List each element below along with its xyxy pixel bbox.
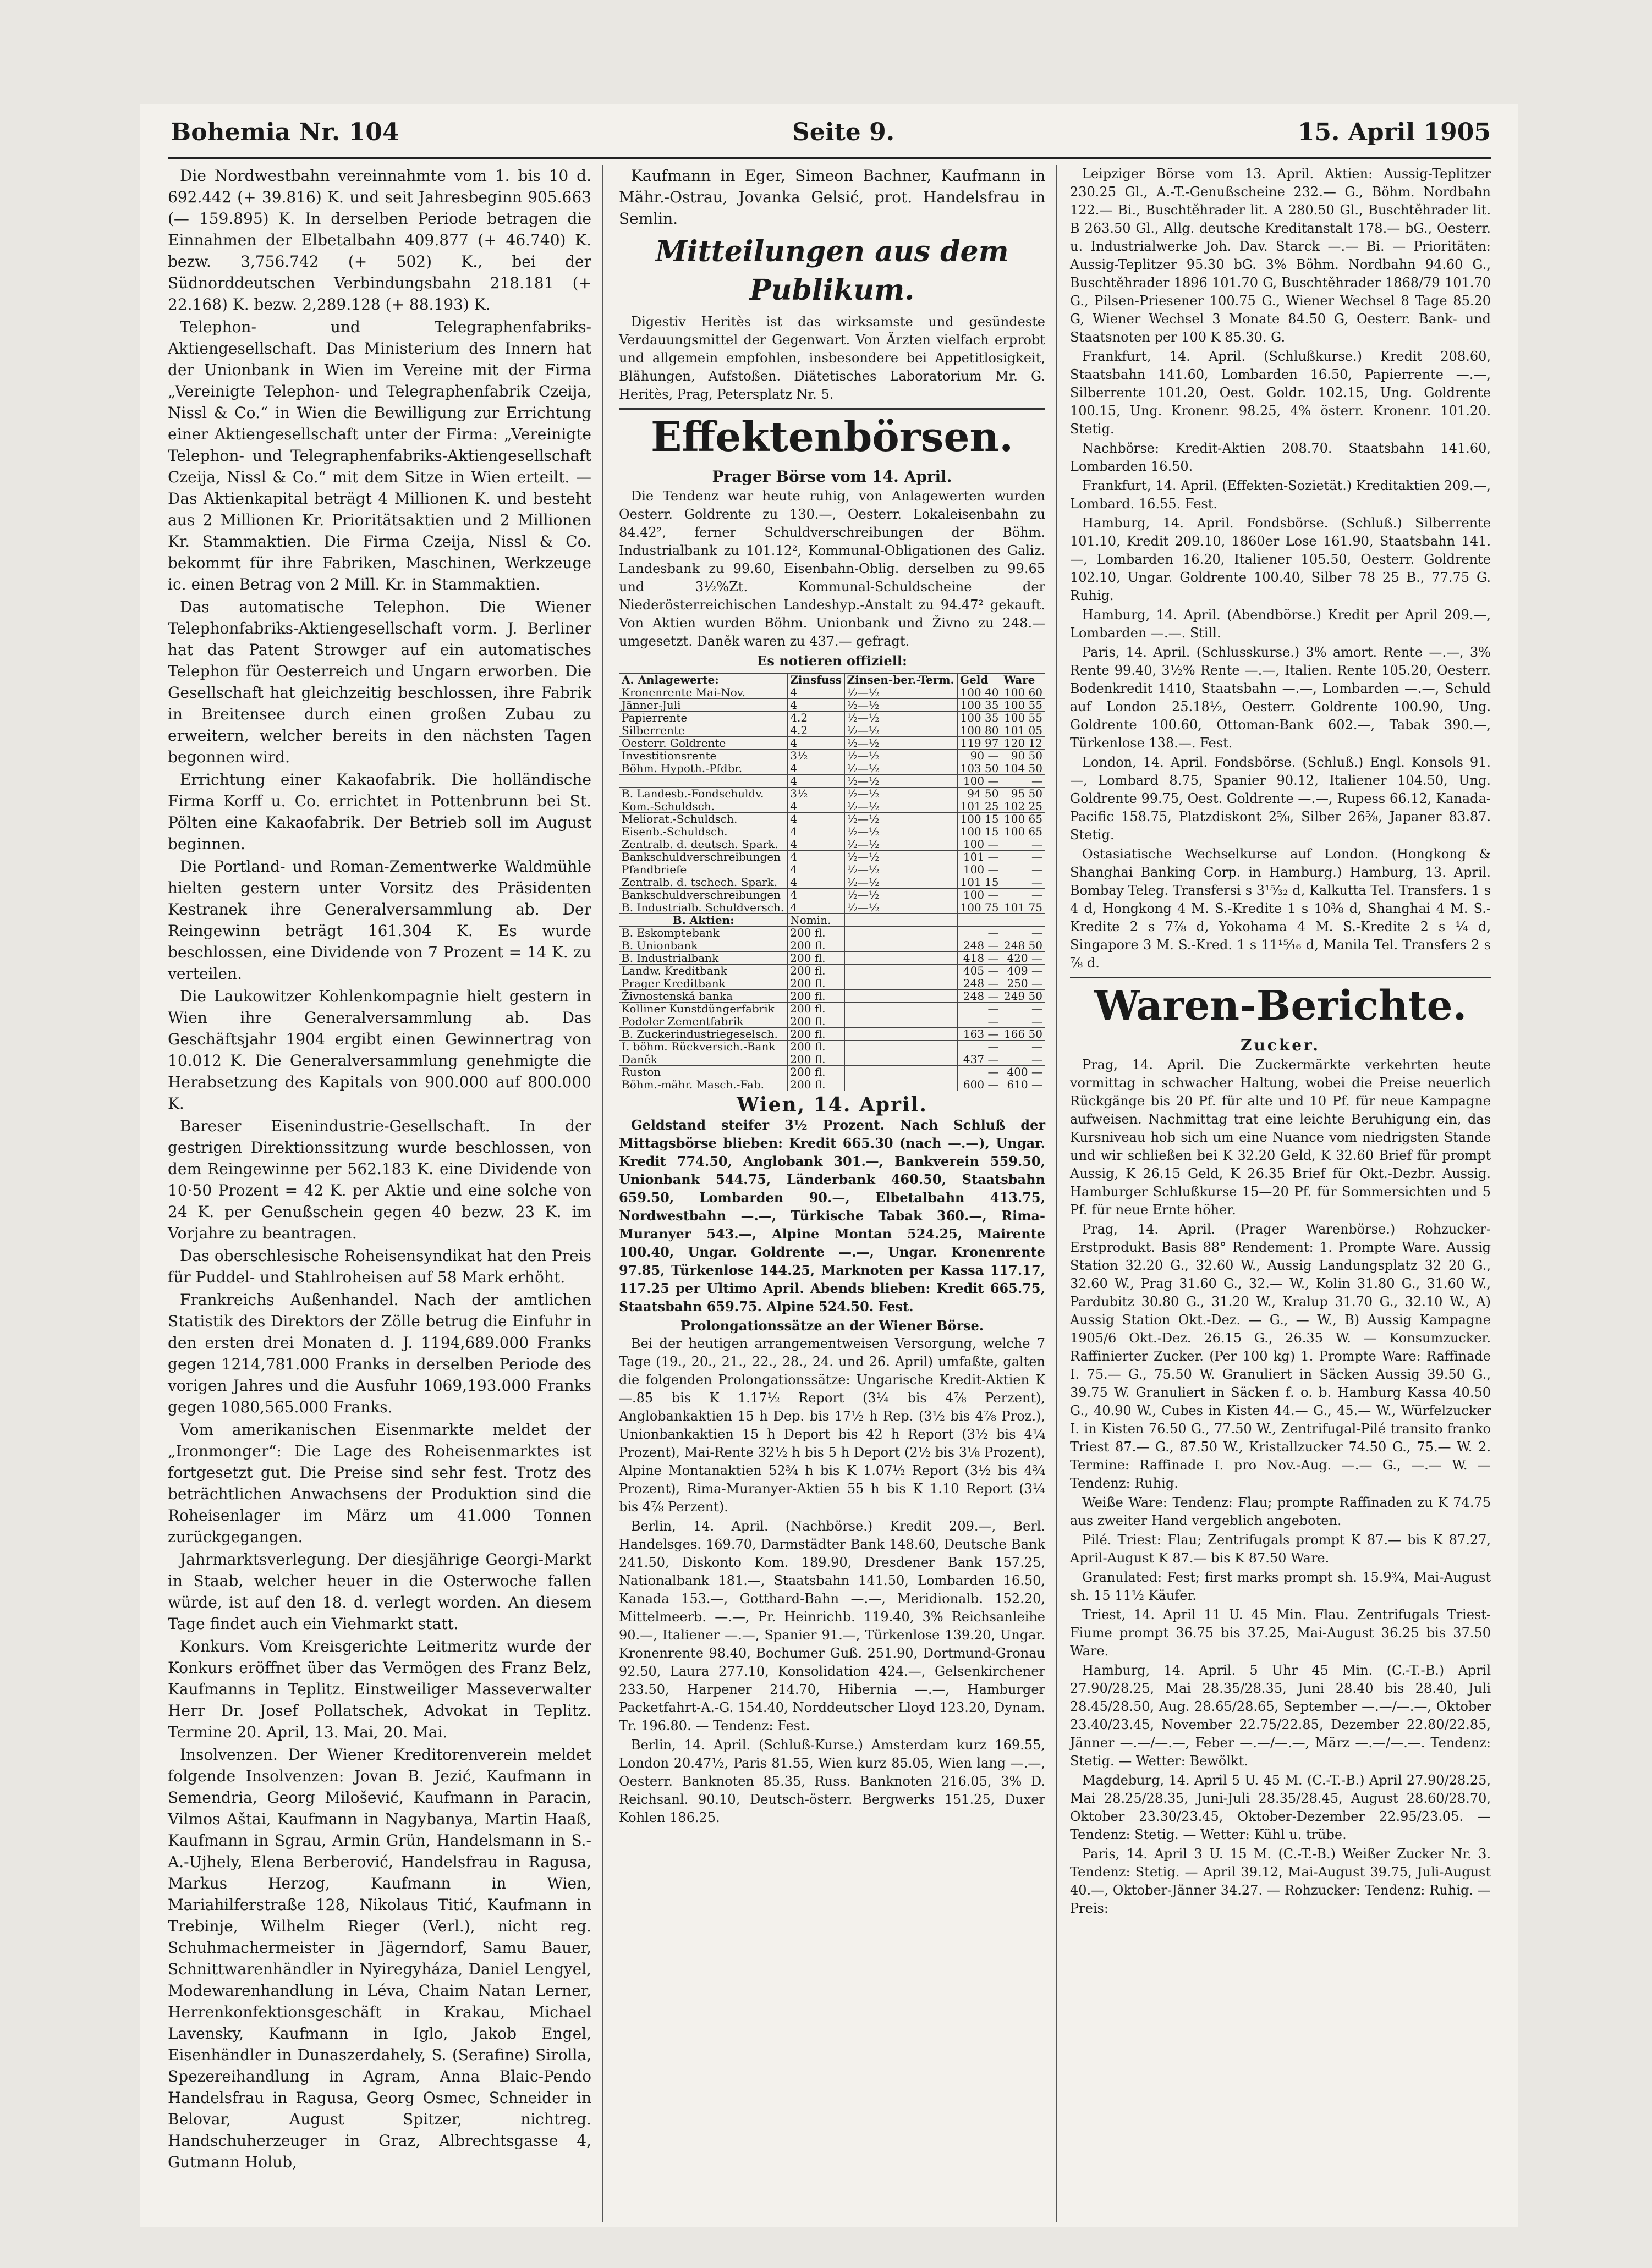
column-divider-1 [602, 165, 603, 2222]
table-cell: 4 [788, 889, 844, 901]
table-cell: 101 — [957, 851, 1001, 863]
zucker-granulated: Granulated: Fest; first marks prompt sh. 15.9¾, Mai-August sh. 15 11½ Käufer. [1070, 1570, 1491, 1603]
table-cell: B. Eskomptebank [619, 927, 788, 939]
table-cell: 248 — [957, 939, 1001, 952]
column-3 [1070, 165, 1491, 1919]
table-cell: 249 50 [1001, 990, 1045, 1003]
aktien-row [619, 1041, 1045, 1053]
article-zementwerke: Die Portland- und Roman-Zementwerke Waldmühle hielten gestern unter Vorsitz des Präsidenten Kestranek ihre Generalversammlung ab. Der Reingewinn beträgt 161.304 K. Es wurde beschlossen, eine Dividende von 7 Prozent = 14 K. zu verteilen. [168, 857, 591, 983]
table-cell: Investitionsrente [619, 750, 788, 762]
aktien-row [619, 1028, 1045, 1041]
anlage-row [619, 712, 1045, 724]
anlage-row [619, 851, 1045, 863]
prager-boerse-report: Die Tendenz war heute ruhig, von Anlagewerten wurden Oesterr. Goldrente zu 130.—, Oesterr. Lokaleisenbahn zu 84.42², ferner Schuldverschreibungen der Böhm. Industrialbank zu 101.12², Kommunal-Obligationen des Galiz. Landesbank zu 99.60, Eisenbahn-Oblig. derselben zu 99.65 und 3½%Zt. Kommunal-Schuldscheine der Niederösterreichischen Landeshyp.-Anstalt zu 94.47² gekauft. Von Aktien wurden Böhm. Unionbank und Živno zu 248.— umgesetzt. Daněk waren zu 437.— gefragt. [619, 488, 1045, 649]
table-cell: ½—½ [844, 699, 957, 712]
table-cell: 3½ [788, 788, 844, 800]
anlage-row [619, 889, 1045, 901]
prolongation-report: Bei der heutigen arrangementweisen Versorgung, welche 7 Tage (19., 20., 21., 22., 28., 24. und 26. April) umfaßte, galten die folgenden Prolongationssätze: Ungarische Kredit-Aktien K —.85 bis K 1.17½ Report (3¼ bis 4⅞ Perzent), Anglobankaktien 15 h Dep. bis 17½ h Rep. (3½ bis 4⅞ Proz.), Unionbankaktien 15 h Deport bis 42 h Report (3½ bis 4¼ Prozent), Mai-Rente 32½ h bis 5 h Deport (2½ bis 3⅛ Prozent), Alpine Montanaktien 52¾ h bis K 1.07½ Report (3½ bis 4¾ Prozent), Rima-Muranyer-Aktien 55 h bis K 1.10 Report (3¼ bis 4⅞ Perzent). [619, 1336, 1045, 1515]
aktien-row [619, 952, 1045, 965]
table-cell: B. Industrialb. Schuldversch. [619, 901, 788, 914]
table-cell: ½—½ [844, 775, 957, 788]
table-cell: 100 80 [957, 724, 1001, 737]
table-cell: 200 fl. [788, 1053, 844, 1066]
anlage-row [619, 825, 1045, 838]
table-cell: 4 [788, 863, 844, 876]
table-cell: Pfandbriefe [619, 863, 788, 876]
ostasien-report: Ostasiatische Wechselkurse auf London. (Hongkong & Shanghai Banking Corp. in Hamburg.) Hamburg, 13. April. Bombay Teleg. Transfersi s 3¹⁵⁄₃₂ d, Kalkutta Tel. Transfers. 1 s 4 d, Hongkong 4 M. S.-Kredite 1 s 10⅜ d, Shanghai 4 M. S.-Kredite 2 s 7⅞ d, Yokohama 4 M. S.-Kredite 2 s ¼ d, Singapore 3 M. S.-Kred. 1 s 11¹⁵⁄₁₆ d, Manila Tel. Transfers 2 s ⅞ d. [1070, 846, 1491, 971]
article-eisenmarkt: Vom amerikanischen Eisenmarkte meldet der „Ironmonger“: Die Lage des Roheisenmarktes ist fortgesetzt gut. Die Preise sind sehr fest. Trotz des beträchtlichen Anwachsens der Produktion sind die Roheisenlager im März um 41.000 Tonnen zurückgegangen. [168, 1421, 591, 1546]
table-cell: 200 fl. [788, 952, 844, 965]
table-cell: 100 15 [957, 813, 1001, 825]
table-cell: ½—½ [844, 788, 957, 800]
table-cell: ½—½ [844, 712, 957, 724]
aktien-row [619, 1066, 1045, 1078]
insolvenzen-continued: Kaufmann in Eger, Simeon Bachner, Kaufmann in Mähr.-Ostrau, Jovanka Gelsić, prot. Handelsfrau in Semlin. [619, 167, 1045, 228]
table-cell: 200 fl. [788, 977, 844, 990]
table-cell: B. Zuckerindustriegeselsch. [619, 1028, 788, 1041]
article-roheisensyndikat: Das oberschlesische Roheisensyndikat hat den Preis für Puddel- und Stahlroheisen auf 58 Mark erhöht. [168, 1247, 591, 1286]
table-cell: — [1001, 876, 1045, 889]
table-cell: 200 fl. [788, 1003, 844, 1015]
article-eisenindustrie: Bareser Eisenindustrie-Gesellschaft. In der gestrigen Direktionssitzung wurde beschlossen, von dem Reingewinne per 562.183 K. eine Dividende von 10·50 Prozent = 42 K. per Aktie und eine solche von 24 K. per Genußschein gegen 40 bezw. 23 K. im Vorjahre zu beantragen. [168, 1117, 591, 1242]
table-cell: 100 60 [1001, 686, 1045, 699]
anlage-row [619, 863, 1045, 876]
table-cell: 4 [788, 851, 844, 863]
table-cell: — [1001, 775, 1045, 788]
table-cell: 248 50 [1001, 939, 1045, 952]
table-cell: — [1001, 889, 1045, 901]
table-cell [844, 1078, 957, 1091]
table-cell: 101 15 [957, 876, 1001, 889]
table-cell [844, 1003, 957, 1015]
table-cell: 103 50 [957, 762, 1001, 775]
header-rule [168, 157, 1491, 159]
table-cell: Böhm. Hypoth.-Pfdbr. [619, 762, 788, 775]
table-cell [844, 1066, 957, 1078]
zucker-warenboerse: Prag, 14. April. (Prager Warenbörse.) Rohzucker-Erstprodukt. Basis 88° Rendement: 1. Prompte Ware. Aussig Station 32.20 G., 32.60 W., Aussig Landungsplatz 32 20 G., 32.60 W., Prag 31.60 G., 32.— W., Kolin 31.80 G., 31.60 W., Pardubitz 30.80 G., 31.20 W., Kralup 31.70 G., 32.10 W., A) Aussig Station Okt.-Dez. — G., — W., B) Aussig Kampagne 1905/6 Okt.-Dez. 26.15 G., 26.35 W. — Konsumzucker. Raffinierter Zucker. (Per 100 kg) 1. Prompte Ware: Raffinade I. 75.— G., 75.50 W. Granuliert in Säcken Aussig 39.50 G., 39.75 W. Granuliert in Säcken f. o. b. Hamburg Kassa 40.50 G., 40.90 W., Cubes in Kisten 44.— G., 45.— W., Würfelzucker I. in Kisten 76.50 G., 77.50 W., Zentrifugal-Pilé transito franko Triest 87.— G., 87.50 W., Kristallzucker 74.50 G., 75.— W. 2. Termine: Raffinade I. pro Nov.-Aug. —.— G., —.— W. — Tendenz: Ruhig. [1070, 1221, 1491, 1491]
article-nordwestbahn: Die Nordwestbahn vereinnahmte vom 1. bis 10 d. 692.442 (+ 39.816) K. und seit Jahresbeginn 905.663 (— 159.895) K. In derselben Periode betragen die Einnahmen der Elbetalbahn 409.877 (+ 46.740) K. bezw. 3,756.742 (+ 502) K., bei der Südnorddeutschen Verbindungsbahn 218.181 (+ 22.168) K. bezw. 2,289.128 (+ 88.193) K. [168, 167, 591, 313]
col-header-geld: Geld [957, 674, 1001, 686]
table-cell: 248 — [957, 990, 1001, 1003]
table-cell: Kronenrente Mai-Nov. [619, 686, 788, 699]
issue-date: 15. April 1905 [1297, 118, 1491, 146]
table-cell: — [957, 1003, 1001, 1015]
article-jahrmarkt: Jahrmarktsverlegung. Der diesjährige Georgi-Markt in Staab, welcher heuer in die Osterwoche fallen würde, ist auf den 18. d. verlegt worden. An diesem Tage findet auch ein Viehmarkt statt. [168, 1550, 591, 1633]
table-cell: 100 15 [957, 825, 1001, 838]
table-cell [844, 965, 957, 977]
column-1 [168, 165, 591, 2174]
hamburg-report: Hamburg, 14. April. Fondsbörse. (Schluß.) Silberrente 101.10, Kredit 209.10, 1860er Lose 161.90, Staatsbahn 141.—, Lombarden 16.20, Italiener 105.50, Oesterr. Goldrente 102.10, Ungar. Goldrente 100.40, Silber 78 25 B., 77.75 G. Ruhig. [1070, 515, 1491, 603]
table-cell: B. Unionbank [619, 939, 788, 952]
table-cell: 104 50 [1001, 762, 1045, 775]
aktien-row [619, 965, 1045, 977]
aktien-header: B. Aktien: [619, 914, 788, 927]
aktien-row [619, 1003, 1045, 1015]
anlage-row [619, 686, 1045, 699]
table-cell: — [1001, 1015, 1045, 1028]
table-cell: 3½ [788, 750, 844, 762]
table-cell: 100 55 [1001, 712, 1045, 724]
zucker-prag: Prag, 14. April. Die Zuckermärkte verkehrten heute vormittag in schwacher Haltung, wobei die Preise neuerlich Rückgänge bis 20 Pf. für alte und 10 Pf. für neue Kampagne aufweisen. Nachmittag trat eine leichte Beruhigung ein, das Kursniveau hob sich um eine Nuance vom niedrigsten Stande und wir schließen bei K 32.20 Geld, K 32.60 Brief für prompt Aussig, K 26.15 Geld, K 26.35 Brief für Okt.-Dezbr. Aussig. Hamburger Schlußkurse 15—20 Pf. für Sommersichten und 5 Pf. für neue Ernte höher. [1070, 1057, 1491, 1218]
aktien-row [619, 1053, 1045, 1066]
table-cell [844, 990, 957, 1003]
table-cell: 4 [788, 775, 844, 788]
table-cell: 120 12 [1001, 737, 1045, 750]
anlage-row [619, 762, 1045, 775]
anlage-row [619, 750, 1045, 762]
article-insolvenzen: Insolvenzen. Der Wiener Kreditorenverein meldet folgende Insolvenzen: Jovan B. Jezić, Kaufmann in Semendria, Georg Milošević, Kaufmann in Paracin, Vilmos Aštai, Kaufmann in Nagybanya, Martin Haaß, Kaufmann in Sgrau, Armin Grün, Handelsmann in S.-A.-Ujhely, Elena Berberović, Handelsfrau in Ragusa, Markus Herzog, Kaufmann in Wien, Mariahilferstraße 128, Nikolaus Titić, Kaufmann in Trebinje, Wilhelm Rieger (Verl.), nicht reg. Schuhmachermeister in Jägerndorf, Samu Bauer, Schnittwarenhändler in Nyiregyháza, Daniel Lengyel, Modewarenhandlung in Léva, Chaim Natan Lerner, Herrenkonfektionsgeschäft in Krakau, Michael Lavensky, Kaufmann in Iglo, Jakob Engel, Eisenhändler in Dunaszerdahely, S. (Serafine) Sirolla, Spezereihandlung in Agram, Anna Blaic-Pendo Handelsfrau in Ragusa, Georg Osmec, Schneider in Belovar, August Spitzer, nichtreg. Handschuherzeuger in Graz, Albrechtsgasse 4, Gutmann Holub, [168, 1746, 591, 2171]
table-cell: — [1001, 863, 1045, 876]
table-cell: 94 50 [957, 788, 1001, 800]
table-cell [844, 1053, 957, 1066]
table-cell: Bankschuldverschreibungen [619, 889, 788, 901]
wien-report: Geldstand steifer 3½ Prozent. Nach Schluß der Mittagsbörse blieben: Kredit 665.30 (nach —.—), Ungar. Kredit 774.50, Anglobank 301.—, Bankverein 559.50, Unionbank 544.75, Länderbank 460.50, Staatsbahn 659.50, Lombarden 90.—, Elbetalbahn 413.75, Nordwestbahn —.—, Türkische Tabak 360.—, Rima-Muranyer 543.—, Alpine Montan 524.25, Mairente 100.40, Ungar. Goldrente —.—, Ungar. Kronenrente 97.85, Türkenlose 144.25, Marknoten per Kassa 117.17, 117.25 per Ultimo April. Abends blieben: Kredit 665.75, Staatsbahn 659.75. Alpine 524.50. Fest. [619, 1117, 1045, 1314]
table-cell: ½—½ [844, 901, 957, 914]
table-cell: — [957, 927, 1001, 939]
anlage-row [619, 775, 1045, 788]
table-cell: ½—½ [844, 800, 957, 813]
table-cell [844, 1028, 957, 1041]
publikum-heading: Mitteilungen aus dem Publikum. [655, 235, 1009, 307]
article-automatisches-telephon: Das automatische Telephon. Die Wiener Telephonfabriks-Aktiengesellschaft vorm. J. Berliner hat das Patent Strowger auf ein automatisches Telephon für Oesterreich und Ungarn erworben. Die Gesellschaft hat gleichzeitig beschlossen, ihre Fabrik in Breitensee durch einen großen Zubau zu erweitern, welcher bereits in den nächsten Tagen begonnen wird. [168, 598, 591, 766]
table-cell: 100 35 [957, 699, 1001, 712]
table-cell: B. Landesb.-Fondschuldv. [619, 788, 788, 800]
hamburg-abend: Hamburg, 14. April. (Abendbörse.) Kredit per April 209.—, Lombarden —.—. Still. [1070, 607, 1491, 641]
prager-boerse-subheading: Prager Börse vom 14. April. [712, 467, 952, 486]
table-cell: Kolliner Kunstdüngerfabrik [619, 1003, 788, 1015]
anlage-row [619, 788, 1045, 800]
table-cell: 4 [788, 838, 844, 851]
col-header-term: Zinsen-ber.-Term. [844, 674, 957, 686]
anlage-row [619, 724, 1045, 737]
table-cell: 100 — [957, 889, 1001, 901]
berlin-nachboerse: Berlin, 14. April. (Nachbörse.) Kredit 209.—, Berl. Handelsges. 169.70, Darmstädter Bank 148.60, Deutsche Bank 241.50, Diskonto Kom. 189.90, Dresdener Bank 157.25, Nationalbank 181.—, Staatsbahn 141.50, Lombarden 16.50, Kanada 153.—, Gotthard-Bahn —.—, Meridionalb. 152.20, Mittelmeerb. —.—, Pr. Heinrichb. 119.40, 3% Reichsanleihe 90.—, Italiener —.—, Spanier 91.—, Türkenlose 139.20, Ungar. Kronenrente 98.40, Bochumer Guß. 251.90, Dortmund-Gronau 92.50, Laura 277.10, Konsolidation 424.—, Gelsenkirchener 233.50, Harpener 214.70, Hibernia —.—, Hamburger Packetfahrt-A.-G. 154.40, Norddeutscher Lloyd 123.20, Dynam. Tr. 196.80. — Tendenz: Fest. [619, 1518, 1045, 1733]
zucker-weisse-ware: Weiße Ware: Tendenz: Flau; prompte Raffinaden zu K 74.75 aus zweiter Hand vergeblich angeboten. [1070, 1495, 1491, 1528]
aktien-row [619, 990, 1045, 1003]
table-cell: 4 [788, 813, 844, 825]
table-cell: 200 fl. [788, 1078, 844, 1091]
table-cell: ½—½ [844, 851, 957, 863]
table-cell: 437 — [957, 1053, 1001, 1066]
zucker-paris: Paris, 14. April 3 U. 15 M. (C.-T.-B.) Weißer Zucker Nr. 3. Tendenz: Stetig. — April 39.12, Mai-August 39.75, Juli-August 40.—, Oktober-Jänner 34.27. — Rohzucker: Tendenz: Ruhig. — Preis: [1070, 1846, 1491, 1916]
zucker-magdeburg: Magdeburg, 14. April 5 U. 45 M. (C.-T.-B.) April 27.90/28.25, Mai 28.25/28.35, Juni-Juli 28.35/28.45, August 28.60/28.70, Oktober 23.30/23.45, Oktober-Dezember 22.95/23.05. — Tendenz: Stetig. — Wetter: Kühl u. trübe. [1070, 1772, 1491, 1842]
table-cell: 4.2 [788, 724, 844, 737]
table-cell: 200 fl. [788, 990, 844, 1003]
zucker-heading: Zucker. [1241, 1036, 1320, 1054]
table-cell: 90 — [957, 750, 1001, 762]
table-cell: 100 40 [957, 686, 1001, 699]
table-cell: Daněk [619, 1053, 788, 1066]
table-cell [844, 927, 957, 939]
article-konkurs: Konkurs. Vom Kreisgerichte Leitmeritz wurde der Konkurs eröffnet über das Vermögen des Franz Belz, Kaufmanns in Teplitz. Einstweiliger Masseverwalter Herr Dr. Josef Pollatschek, Advokat in Teplitz. Termine 20. April, 13. Mai, 20. Mai. [168, 1637, 591, 1741]
col-header-name: A. Anlagewerte: [619, 674, 788, 686]
table-cell: Silberrente [619, 724, 788, 737]
publikum-notice: Digestiv Heritès ist das wirksamste und gesündeste Verdauungsmittel der Gegenwart. Von Ärzten vielfach erprobt und allgemein empfohlen, insbesondere bei Appetitlosigkeit, Blähungen, Aufstoßen. Diätetisches Laboratorium Mr. G. Heritès, Prag, Petersplatz Nr. 5. [619, 314, 1045, 402]
table-cell: — [1001, 1003, 1045, 1015]
effektenboersen-heading: Effektenbörsen. [619, 408, 1045, 463]
table-cell: Podoler Zementfabrik [619, 1015, 788, 1028]
waren-berichte-heading: Waren-Berichte. [1070, 977, 1491, 1031]
table-cell: 200 fl. [788, 1015, 844, 1028]
newspaper-page [140, 104, 1518, 2227]
table-cell: 4 [788, 686, 844, 699]
table-cell: ½—½ [844, 863, 957, 876]
zucker-hamburg: Hamburg, 14. April. 5 Uhr 45 Min. (C.-T.-B.) April 27.90/28.25, Mai 28.35/28.35, Juni 28.40 bis 28.40, Juli 28.45/28.50, Aug. 28.65/28.65, September —.—/—.—, Oktober 23.40/23.45, November 22.75/22.85, Dezember 22.80/22.85, Jänner —.—/—.—, Feber —.—/—.—, März —.—/—.—. Tendenz: Stetig. — Wetter: Bewölkt. [1070, 1663, 1491, 1769]
table-cell: Oesterr. Goldrente [619, 737, 788, 750]
table-cell: Ruston [619, 1066, 788, 1078]
table-cell: — [957, 1041, 1001, 1053]
table-cell: Meliorat.-Schuldsch. [619, 813, 788, 825]
table-cell: Jänner-Juli [619, 699, 788, 712]
zucker-triest: Triest, 14. April 11 U. 45 Min. Flau. Zentrifugals Triest-Fiume prompt 36.75 bis 37.25, Mai-August 36.25 bis 37.50 Ware. [1070, 1607, 1491, 1659]
table-cell: — [1001, 1041, 1045, 1053]
aktien-row [619, 1078, 1045, 1091]
table-cell: Eisenb.-Schuldsch. [619, 825, 788, 838]
table-cell: 100 — [957, 863, 1001, 876]
masthead-issue: Bohemia Nr. 104 [171, 118, 399, 146]
table-cell: 100 — [957, 838, 1001, 851]
table-cell: 95 50 [1001, 788, 1045, 800]
frankfurt-report: Frankfurt, 14. April. (Schlußkurse.) Kredit 208.60, Staatsbahn 141.60, Lombarden 16.50, Papierrente —.—, Silberrente 101.20, Oest. Goldr. 102.15, Ung. Goldrente 100.15, Ung. Kronenr. 98.25, 4% österr. Kronenr. 101.20. Stetig. [1070, 349, 1491, 437]
table-cell: ½—½ [844, 686, 957, 699]
table-cell: ½—½ [844, 762, 957, 775]
wien-heading: Wien, 14. April. [737, 1093, 927, 1116]
table-cell: Prager Kreditbank [619, 977, 788, 990]
table-cell: ½—½ [844, 750, 957, 762]
aktien-row [619, 977, 1045, 990]
table-cell: 200 fl. [788, 1041, 844, 1053]
table-cell: 166 50 [1001, 1028, 1045, 1041]
leipzig-report: Leipziger Börse vom 13. April. Aktien: Aussig-Teplitzer 230.25 Gl., A.-T.-Genußscheine 232.— G., Böhm. Nordbahn 122.— Bi., Buschtěhrader lit. A 280.50 Gl., Buschtěhrader lit. B 263.50 Gl., Allg. deutsche Kreditanstalt 178.— bG., Oesterr. u. Industrialwerke Joh. Dav. Starck —.— Bi. — Prioritäten: Aussig-Teplitzer 95.30 bG. 3% Böhm. Nordbahn 94.60 G., Buschtěhrader 1896 101.70 G, Buschtěhrader 1868/79 101.70 G., Pilsen-Priesener 100.75 G., Wiener Wechsel 8 Tage 85.20 G, Wiener Wechsel 3 Monate 84.50 G, Oesterr. Bank- und Staatsnoten per 100 K 85.30. G. [1070, 166, 1491, 345]
table-cell: 101 05 [1001, 724, 1045, 737]
table-cell [844, 1041, 957, 1053]
table-cell: 101 25 [957, 800, 1001, 813]
table-cell: 100 35 [957, 712, 1001, 724]
anlage-row [619, 838, 1045, 851]
anlage-row [619, 876, 1045, 889]
table-cell: 100 65 [1001, 813, 1045, 825]
table-cell: 610 — [1001, 1078, 1045, 1091]
table-cell: Papierrente [619, 712, 788, 724]
table-cell: 100 — [957, 775, 1001, 788]
table-cell: — [1001, 927, 1045, 939]
table-cell: — [957, 1015, 1001, 1028]
table-cell: 4 [788, 825, 844, 838]
offiziell-label: Es notieren offiziell: [757, 653, 907, 669]
anlagewerte-rows [619, 686, 1045, 914]
article-kakaofabrik: Errichtung einer Kakaofabrik. Die holländische Firma Korff u. Co. errichtet in Pottenbrunn bei St. Pölten eine Kakaofabrik. Der Betrieb soll im August beginnen. [168, 770, 591, 853]
column-divider-2 [1056, 165, 1057, 2222]
table-cell: 100 75 [957, 901, 1001, 914]
table-cell [844, 977, 957, 990]
table-cell: 100 55 [1001, 699, 1045, 712]
table-cell [619, 775, 788, 788]
table-cell: — [1001, 1053, 1045, 1066]
table-cell: I. böhm. Rückversich.-Bank [619, 1041, 788, 1053]
table-cell: 200 fl. [788, 927, 844, 939]
table-cell: 248 — [957, 977, 1001, 990]
table-cell: 4.2 [788, 712, 844, 724]
table-cell: 119 97 [957, 737, 1001, 750]
col-header-zinsfuss: Zinsfuss [788, 674, 844, 686]
berlin-schlusskurse: Berlin, 14. April. (Schluß-Kurse.) Amsterdam kurz 169.55, London 20.47½, Paris 81.55, Wien kurz 85.05, Wien lang —.—, Oesterr. Banknoten 85.35, Russ. Banknoten 216.05, 3% D. Reichsanl. 90.10, Deutsch-österr. Bergwerks 151.25, Duxer Kohlen 186.25. [619, 1737, 1045, 1825]
prolongation-heading: Prolongationssätze an der Wiener Börse. [680, 1318, 984, 1334]
table-cell: Bankschuldverschreibungen [619, 851, 788, 863]
table-cell: ½—½ [844, 813, 957, 825]
table-cell: ½—½ [844, 737, 957, 750]
table-cell: Landw. Kreditbank [619, 965, 788, 977]
table-cell [844, 939, 957, 952]
london-report: London, 14. April. Fondsbörse. (Schluß.) Engl. Konsols 91.—, Lombard 8.75, Spanier 90.12, Italiener 104.50, Ung. Goldrente 99.75, Oest. Goldrente —.—, Rupess 66.12, Kanada-Pacific 158.75, Platzdiskont 2⅝, Silber 26⅝, Japaner 83.87. Stetig. [1070, 755, 1491, 843]
table-cell: 4 [788, 876, 844, 889]
table-cell: ½—½ [844, 724, 957, 737]
table-cell: — [1001, 851, 1045, 863]
table-cell: Zentralb. d. deutsch. Spark. [619, 838, 788, 851]
paris-report: Paris, 14. April. (Schlusskurse.) 3% amort. Rente —.—, 3% Rente 99.40, 3½% Rente —.—, Italien. Rente 105.20, Oesterr. Bodenkredit 1410, Staatsbahn —.—, Lombarden —.—, Schuld auf London 25.18½, Oesterr. Goldrente 100.90, Ung. Goldrente 100.60, Ottoman-Bank 602.—, Tabak 390.—, Türkenlose 138.—. Fest. [1070, 645, 1491, 751]
table-cell: 400 — [1001, 1066, 1045, 1078]
frankfurt-sozietaet: Frankfurt, 14. April. (Effekten-Sozietät.) Kreditaktien 209.—, Lombard. 16.55. Fest. [1070, 478, 1491, 511]
table-cell: 4 [788, 737, 844, 750]
zucker-pile: Pilé. Triest: Flau; Zentrifugals prompt K 87.— bis K 87.27, April-August K 87.— bis K 87.50 Ware. [1070, 1532, 1491, 1566]
table-cell: 420 — [1001, 952, 1045, 965]
article-kohlenkompagnie: Die Laukowitzer Kohlenkompagnie hielt gestern in Wien ihre Generalversammlung ab. Das Geschäftsjahr 1904 ergibt einen Gewinnertrag von 10.012 K. Die Generalversammlung genehmigte die Herabsetzung des Kapitals von 900.000 auf 800.000 K. [168, 987, 591, 1113]
table-cell: 101 75 [1001, 901, 1045, 914]
anlage-row [619, 699, 1045, 712]
table-cell [844, 952, 957, 965]
table-cell: ½—½ [844, 876, 957, 889]
aktien-row [619, 1015, 1045, 1028]
table-cell: — [1001, 838, 1045, 851]
table-cell: 102 25 [1001, 800, 1045, 813]
anlage-row [619, 813, 1045, 825]
table-cell: 4 [788, 699, 844, 712]
table-cell: 405 — [957, 965, 1001, 977]
anlage-row [619, 901, 1045, 914]
quotes-table [619, 673, 1045, 1091]
table-cell: 409 — [1001, 965, 1045, 977]
table-cell: 418 — [957, 952, 1001, 965]
table-cell: 90 50 [1001, 750, 1045, 762]
aktien-nomin-header: Nomin. [788, 914, 844, 927]
table-cell: 4 [788, 901, 844, 914]
article-aussenhandel: Frankreichs Außenhandel. Nach der amtlichen Statistik des Direktors der Zölle betrug die Einfuhr in den ersten drei Monaten d. J. 1194,689.000 Franks gegen 1214,781.000 Franks in derselben Periode des vorigen Jahres und die Ausfuhr 1069,193.000 Franks gegen 1080,565.000 Franks. [168, 1291, 591, 1416]
table-cell: ½—½ [844, 889, 957, 901]
page-number: Seite 9. [792, 118, 895, 146]
frankfurt-nachboerse: Nachbörse: Kredit-Aktien 208.70. Staatsbahn 141.60, Lombarden 16.50. [1070, 441, 1491, 474]
table-cell: — [957, 1066, 1001, 1078]
table-cell: 163 — [957, 1028, 1001, 1041]
table-cell: ½—½ [844, 825, 957, 838]
table-cell: 200 fl. [788, 939, 844, 952]
table-cell: 4 [788, 762, 844, 775]
table-cell: 600 — [957, 1078, 1001, 1091]
table-cell: Živnostenská banka [619, 990, 788, 1003]
table-cell: 100 65 [1001, 825, 1045, 838]
aktien-rows [619, 927, 1045, 1091]
table-cell [844, 1015, 957, 1028]
table-cell: 200 fl. [788, 965, 844, 977]
table-cell: B. Industrialbank [619, 952, 788, 965]
col-header-ware: Ware [1001, 674, 1045, 686]
page-header [171, 118, 1491, 151]
article-telephonfabrik: Telephon- und Telegraphenfabriks-Aktiengesellschaft. Das Ministerium des Innern hat der Unionbank in Wien im Vereine mit der Firma „Vereinigte Telephon- und Telegraphenfabrik Czeija, Nissl & Co.“ in Wien die Bewilligung zur Errichtung einer Aktiengesellschaft unter der Firma: „Vereinigte Telephon- und Telegraphenfabriks-Aktiengesellschaft Czeija, Nissl & Co.“ mit dem Sitze in Wien erteilt. — Das Aktienkapital beträgt 4 Millionen K. und besteht aus 2 Millionen Kr. Prioritätsaktien und 2 Millionen Kr. Stammaktien. Die Firma Czeija, Nissl & Co. bekommt für ihre Fabriken, Maschinen, Werkzeuge ic. einen Betrag von 2 Mill. Kr. in Stammaktien. [168, 318, 591, 593]
aktien-row [619, 927, 1045, 939]
aktien-row [619, 939, 1045, 952]
table-cell: 200 fl. [788, 1066, 844, 1078]
table-cell: Kom.-Schuldsch. [619, 800, 788, 813]
anlage-row [619, 800, 1045, 813]
column-2 [619, 165, 1045, 1828]
table-cell: Zentralb. d. tschech. Spark. [619, 876, 788, 889]
table-cell: ½—½ [844, 838, 957, 851]
table-cell: 200 fl. [788, 1028, 844, 1041]
table-cell: 4 [788, 800, 844, 813]
table-cell: 250 — [1001, 977, 1045, 990]
table-cell: Böhm.-mähr. Masch.-Fab. [619, 1078, 788, 1091]
anlage-row [619, 737, 1045, 750]
